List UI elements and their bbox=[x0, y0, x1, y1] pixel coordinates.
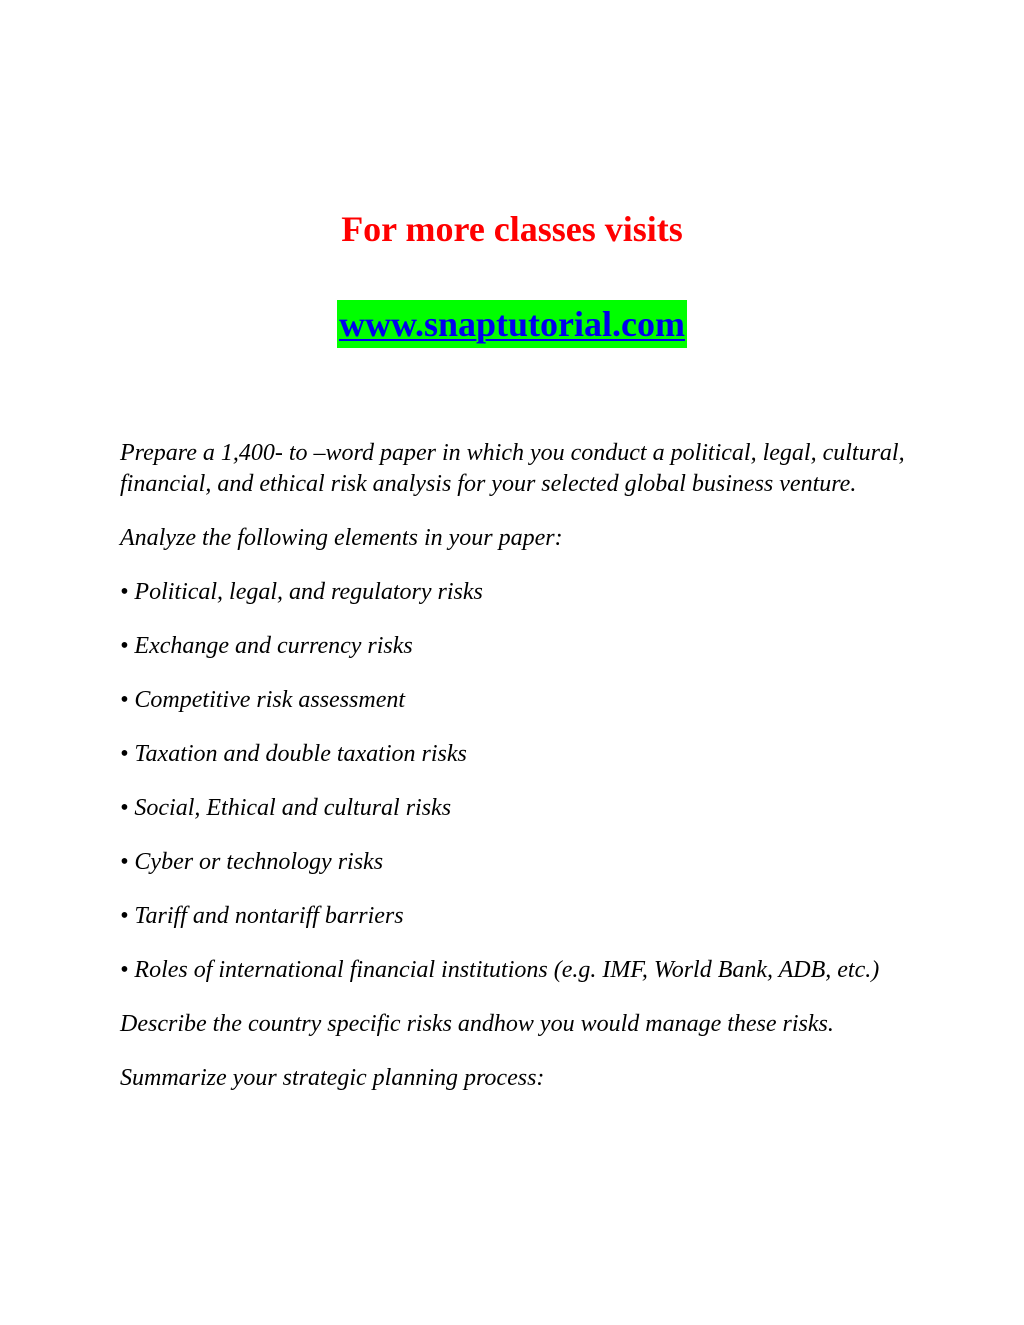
bullet-item: • Political, legal, and regulatory risks bbox=[120, 579, 483, 605]
assignment-body bbox=[120, 438, 920, 1117]
bullet-item: • Exchange and currency risks bbox=[120, 633, 413, 659]
page-title: For more classes visits bbox=[341, 209, 683, 249]
bullet-item: • Roles of international financial institutions (e.g. IMF, World Bank, ADB, etc.) bbox=[120, 957, 880, 983]
website-link-container bbox=[0, 300, 1024, 348]
describe-paragraph: Describe the country specific risks andhow you would manage these risks. bbox=[120, 1011, 834, 1037]
bullet-item: • Competitive risk assessment bbox=[120, 687, 406, 713]
bullet-item: • Taxation and double taxation risks bbox=[120, 741, 467, 767]
bullet-item: • Tariff and nontariff barriers bbox=[120, 903, 404, 929]
intro-paragraph: Prepare a 1,400- to –word paper in which you conduct a political, legal, cultural, financial, and ethical risk analysis for your selected global business venture. bbox=[120, 440, 905, 497]
bullet-item: • Social, Ethical and cultural risks bbox=[120, 795, 452, 821]
bullet-item: • Cyber or technology risks bbox=[120, 849, 384, 875]
website-link[interactable]: www.snaptutorial.com bbox=[337, 300, 687, 348]
analyze-prompt: Analyze the following elements in your paper: bbox=[120, 525, 563, 551]
summarize-paragraph: Summarize your strategic planning process: bbox=[120, 1065, 545, 1091]
